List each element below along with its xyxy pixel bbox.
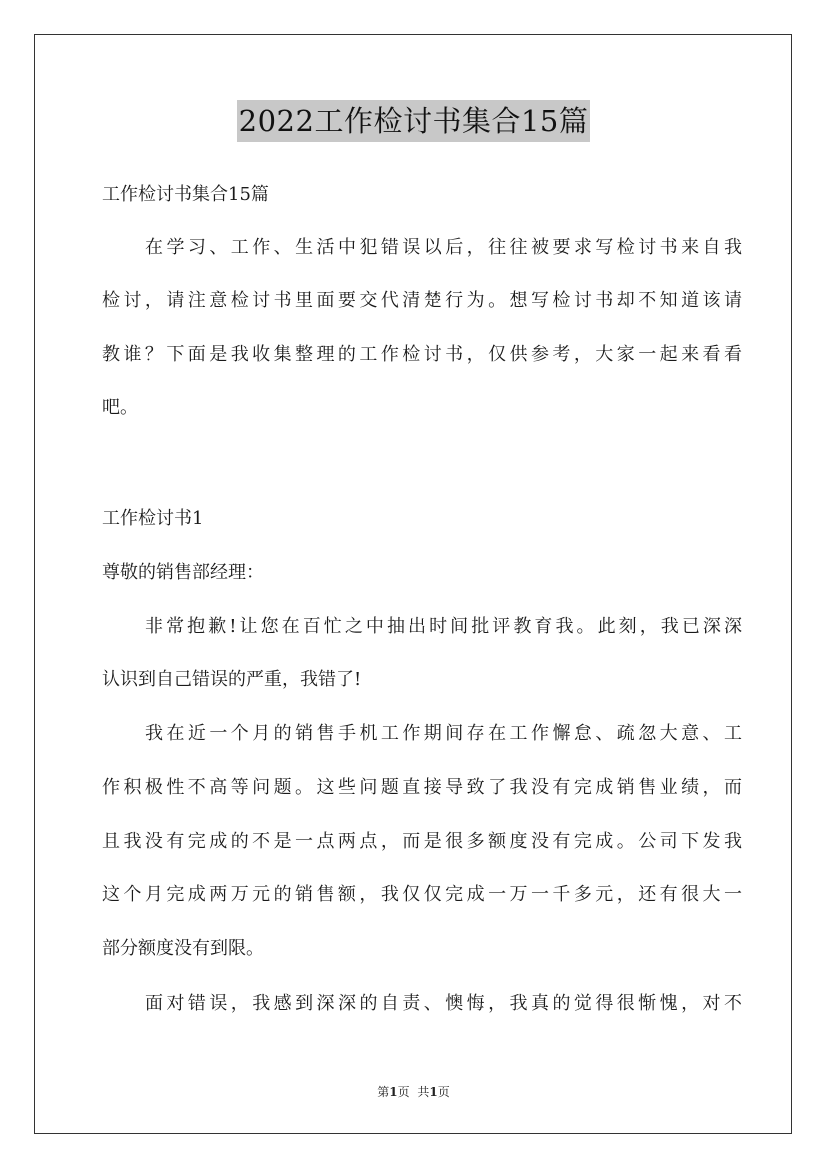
para1-line-2: 认识到自己错误的严重，我错了! bbox=[102, 669, 362, 690]
intro-line-3: 教谁？下面是我收集整理的工作检讨书，仅供参考，大家一起来看看 bbox=[102, 344, 742, 365]
intro-line-2: 检讨，请注意检讨书里面要交代清楚行为。想写检讨书却不知道该请 bbox=[102, 290, 742, 311]
page-footer bbox=[0, 1084, 827, 1100]
title-container bbox=[0, 100, 827, 142]
section-heading: 工作检讨书1 bbox=[102, 508, 204, 529]
document-subtitle: 工作检讨书集合15篇 bbox=[102, 184, 269, 205]
intro-line-4: 吧。 bbox=[102, 397, 138, 418]
footer-page-suffix: 页 bbox=[397, 1085, 410, 1099]
para2-line-4: 这个月完成两万元的销售额，我仅仅完成一万一千多元，还有很大一 bbox=[102, 884, 742, 905]
document-title: 2022工作检讨书集合15篇 bbox=[237, 100, 591, 142]
para2-line-2: 作积极性不高等问题。这些问题直接导致了我没有完成销售业绩，而 bbox=[102, 777, 742, 798]
intro-line-1: 在学习、工作、生活中犯错误以后，往往被要求写检讨书来自我 bbox=[145, 237, 742, 258]
footer-page-prefix: 第 bbox=[377, 1085, 390, 1099]
footer-page-number: 1 bbox=[389, 1085, 398, 1099]
para2-line-3: 且我没有完成的不是一点两点，而是很多额度没有完成。公司下发我 bbox=[102, 831, 742, 852]
footer-total-prefix: 共 bbox=[417, 1085, 430, 1099]
salutation: 尊敬的销售部经理： bbox=[102, 562, 264, 583]
para1-line-1: 非常抱歉!让您在百忙之中抽出时间批评教育我。此刻，我已深深 bbox=[145, 616, 742, 637]
para2-line-5: 部分额度没有到限。 bbox=[102, 938, 264, 959]
footer-total-suffix: 页 bbox=[437, 1085, 450, 1099]
para2-line-1: 我在近一个月的销售手机工作期间存在工作懈怠、疏忽大意、工 bbox=[145, 723, 742, 744]
footer-total-number: 1 bbox=[429, 1085, 438, 1099]
para3-line-1: 面对错误，我感到深深的自责、懊悔，我真的觉得很惭愧，对不 bbox=[145, 993, 742, 1014]
